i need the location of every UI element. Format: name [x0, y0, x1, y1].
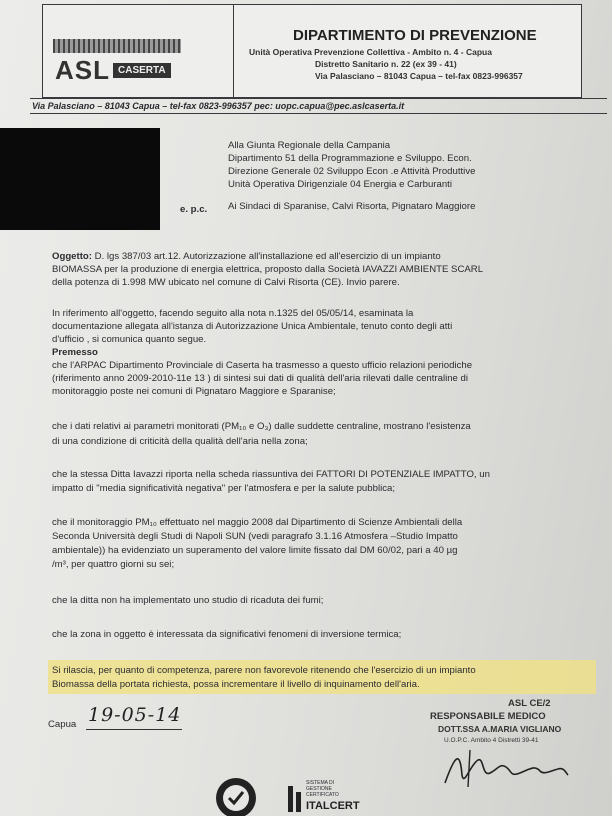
- italcert-logo: [286, 780, 366, 816]
- address-bar: Via Palasciano – 81043 Capua – tel-fax 0823-996357 pec: uopc.capua@pec.aslcaserta.it: [30, 98, 607, 114]
- paragraph-line: monitoraggio poste nei comuni di Pignataro Maggiore e Sparanise;: [52, 386, 336, 397]
- italcert-mark-icon: [286, 784, 306, 814]
- district-name: Distretto Sanitario n. 22 (ex 39 - 41): [315, 59, 457, 69]
- paragraph-line: ambientale)) ha evidenziato un superamento del valore limite fissato dal DM 60/02, pari a 40 µg: [52, 545, 458, 556]
- cc-label: e. p.c.: [180, 204, 208, 215]
- paragraph-line: che la ditta non ha implementato uno studio di ricaduta dei fumi;: [52, 595, 324, 606]
- addressee-line: Dipartimento 51 della Programmazione e Sviluppo. Econ.: [228, 153, 472, 164]
- signatory-name: DOTT.SSA A.MARIA VIGLIANO: [438, 724, 562, 734]
- conclusion-line: Biomassa della portata richiesta, possa incrementare il livello di inquinamento dell'aria.: [52, 679, 420, 690]
- redacted-block: [0, 128, 160, 230]
- paragraph-line: In riferimento all'oggetto, facendo seguito alla nota n.1325 del 05/05/14, esaminata la: [52, 308, 414, 319]
- building-icon: [53, 39, 181, 53]
- paragraph-line: che i dati relativi ai parametri monitorati (PM₁₀ e O₃) dalle suddette centraline, mostrano l'esistenza: [52, 421, 471, 432]
- date-underline: [86, 729, 182, 730]
- logo-asl-text: ASL: [55, 55, 110, 85]
- subject-text: D. lgs 387/03 art.12. Autorizzazione all'installazione ed all'esercizio di un impianto: [91, 251, 441, 262]
- subject-line-3: della potenza di 1.998 MW ubicato nel comune di Calvi Risorta (CE). Invio parere.: [52, 277, 400, 288]
- paragraph-line: che la stessa Ditta Iavazzi riporta nella scheda riassuntiva dei FATTORI DI POTENZIALE IMPATTO, un: [52, 469, 490, 480]
- subject-line-1: [52, 250, 441, 263]
- header-address: Via Palasciano – 81043 Capua – tel-fax 0823-996357: [315, 71, 523, 81]
- paragraph-line: che l'ARPAC Dipartimento Provinciale di Caserta ha trasmesso a questo ufficio relazioni periodiche: [52, 360, 473, 371]
- paragraph-line: (riferimento anno 2009-2010-11e 13 ) di sintesi sui dati di qualità dell'aria rilevati dalle centraline di: [52, 373, 469, 384]
- letterhead: [42, 4, 582, 98]
- logo-caserta-text: CASERTA: [113, 63, 171, 78]
- handwritten-date: 19-05-14: [88, 704, 182, 726]
- paragraph-line: che la zona in oggetto è interessata da significativi fenomeni di inversione termica;: [52, 629, 402, 640]
- cert-small-text: SISTEMA DI GESTIONE CERTIFICATO: [306, 780, 339, 798]
- italcert-brand: ITALCERT: [306, 800, 360, 812]
- paragraph-line: /m³, per quattro giorni su sei;: [52, 559, 175, 570]
- conclusion-line: Si rilascia, per quanto di competenza, parere non favorevole ritenendo che l'esercizio di un impianto: [52, 665, 476, 676]
- department-title: DIPARTIMENTO DI PREVENZIONE: [293, 27, 537, 44]
- paragraph-line: di una condizione di criticità della qualità dell'aria nella zona;: [52, 436, 308, 447]
- signatory-role: RESPONSABILE MEDICO: [430, 711, 546, 722]
- header-divider: [233, 5, 234, 97]
- asl-caserta-logo: [53, 39, 181, 89]
- paragraph-line: che il monitoraggio PM₁₀ effettuato nel maggio 2008 dal Dipartimento di Scienze Ambientali della: [52, 517, 463, 528]
- paragraph-line: Seconda Università degli Studi di Napoli SUN (vedi paragrafo 3.1.16 Atmosfera –Studio Impatto: [52, 531, 458, 542]
- handwritten-signature: [440, 745, 570, 790]
- cc-text: Ai Sindaci di Sparanise, Calvi Risorta, Pignataro Maggiore: [228, 201, 476, 212]
- paragraph-line: documentazione allegata all'istanza di Autorizzazione Unica Ambientale, tenuto conto degli atti: [52, 321, 453, 332]
- stamp-line: U.O.P.C. Ambito 4 Distretti 39-41: [444, 737, 539, 744]
- addressee-line: Alla Giunta Regionale della Campania: [228, 140, 391, 151]
- subject-line-2: BIOMASSA per la produzione di energia elettrica, proposto dalla Società IAVAZZI AMBIENTE SCARL: [52, 264, 484, 275]
- unit-name: Unità Operativa Prevenzione Collettiva - Ambito n. 4 - Capua: [249, 47, 492, 57]
- subject-label: Oggetto:: [52, 251, 92, 262]
- addressee-line: Unità Operativa Dirigenziale 04 Energia e Carburanti: [228, 179, 452, 190]
- premesso-heading: Premesso: [52, 347, 98, 358]
- accredia-logo-icon: [212, 772, 260, 816]
- signatory-org: ASL CE/2: [508, 698, 551, 709]
- paragraph-line: d'ufficio , si comunica quanto segue.: [52, 334, 207, 345]
- place-label: Capua: [48, 719, 77, 730]
- addressee-line: Direzione Generale 02 Sviluppo Econ .e Attività Produttive: [228, 166, 476, 177]
- paragraph-line: impatto di "media significatività negativa" per l'atmosfera e per la salute pubblica;: [52, 483, 396, 494]
